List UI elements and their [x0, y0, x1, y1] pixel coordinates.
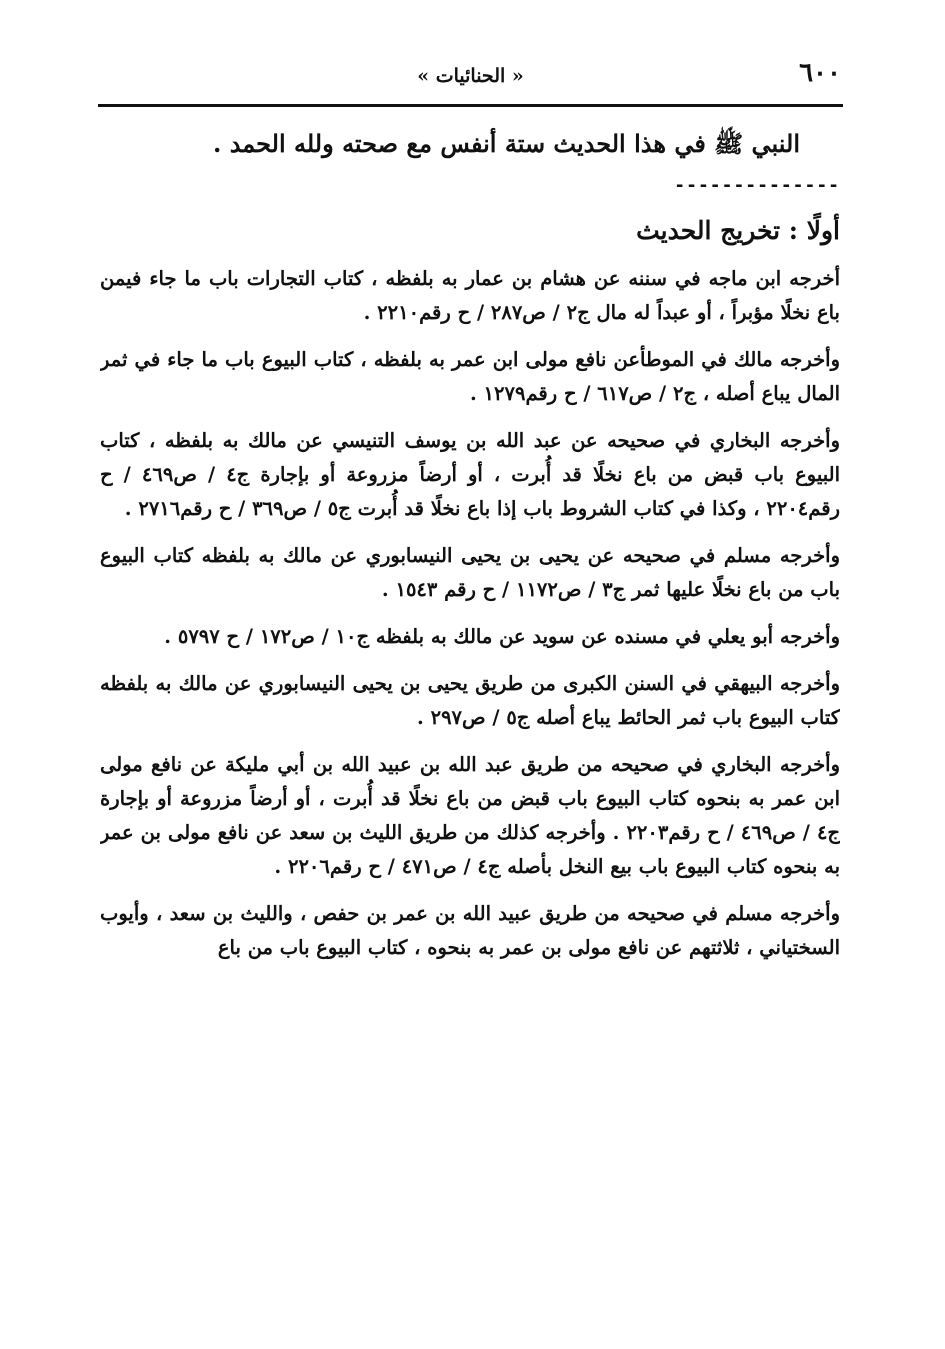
page-header: [98, 58, 843, 102]
takhrij-paragraph-1: أخرجه ابن ماجه في سننه عن هشام بن عمار به بلفظه ، كتاب التجارات باب ما جاء فيمن باع نخلًا مؤبراً ، أو عبداً له مال ج٢ / ص٢٨٧ / ح رقم٢٢١٠ .: [100, 267, 840, 324]
takhrij-paragraph-2: وأخرجه مالك في الموطأعن نافع مولى ابن عمر به بلفظه ، كتاب البيوع باب ما جاء في ثمر المال يباع أصله ، ج٢ / ص٦١٧ / ح رقم١٢٧٩ .: [100, 348, 840, 405]
intro-line: النبي ﷺ في هذا الحديث ستة أنفس مع صحته ولله الحمد .: [212, 129, 800, 158]
page-number: ٦٠٠: [799, 58, 841, 88]
running-title: « الحنائيات »: [417, 65, 524, 87]
page-body: [100, 118, 840, 1338]
takhrij-paragraph-4: وأخرجه مسلم في صحيحه عن يحيى بن يحيى النيسابوري عن مالك به بلفظه كتاب البيوع باب من باع نخلًا عليها ثمر ج٣ / ص١١٧٢ / ح رقم ١٥٤٣ .: [100, 544, 840, 601]
takhrij-paragraph-6: وأخرجه البيهقي في السنن الكبرى من طريق يحيى بن يحيى النيسابوري عن مالك به بلفظه كتاب البيوع باب ثمر الحائط يباع أصله ج٥ / ص٢٩٧ .: [100, 672, 840, 729]
takhrij-paragraph-7: وأخرجه البخاري في صحيحه من طريق عبد الله بن عبيد الله بن أبي مليكة عن نافع مولى ابن عمر به بنحوه كتاب البيوع باب قبض من باع نخلًا قد أُبرت ، أو أرضاً مزروعة أو بإجارة ج٤ / ص٤٦٩ / ح رقم٢٢٠٣ . وأخرجه كذلك من طريق الليث بن سعد عن نافع مولى بن عمر به بنحوه كتاب البيوع باب بيع النخل بأصله ج٤ / ص٤٧١ / ح رقم٢٢٠٦ .: [100, 753, 840, 878]
takhrij-paragraph-3: وأخرجه البخاري في صحيحه عن عبد الله بن يوسف التنيسي عن مالك به بلفظه ، كتاب البيوع باب قبض من باع نخلًا قد أُبرت ، أو أرضاً مزروعة أو بإجارة ج٤ / ص٤٦٩ / ح رقم٢٢٠٤ ، وكذا في كتاب الشروط باب إذا باع نخلًا قد أُبرت ج٥ / ص٣٦٩ / ح رقم٢٧١٦ .: [100, 429, 840, 520]
takhrij-paragraph-8: وأخرجه مسلم في صحيحه من طريق عبيد الله بن عمر بن حفص ، والليث بن سعد ، وأيوب السختياني ، ثلاثتهم عن نافع مولى بن عمر به بنحوه ، كتاب البيوع باب من باع: [100, 902, 840, 959]
section-heading: أولًا : تخريج الحديث: [636, 216, 840, 245]
dashed-divider: --------------: [674, 175, 840, 196]
header-rule: [98, 104, 843, 107]
takhrij-paragraph-5: وأخرجه أبو يعلي في مسنده عن سويد عن مالك به بلفظه ج١٠ / ص١٧٢ / ح ٥٧٩٧ .: [164, 625, 840, 648]
